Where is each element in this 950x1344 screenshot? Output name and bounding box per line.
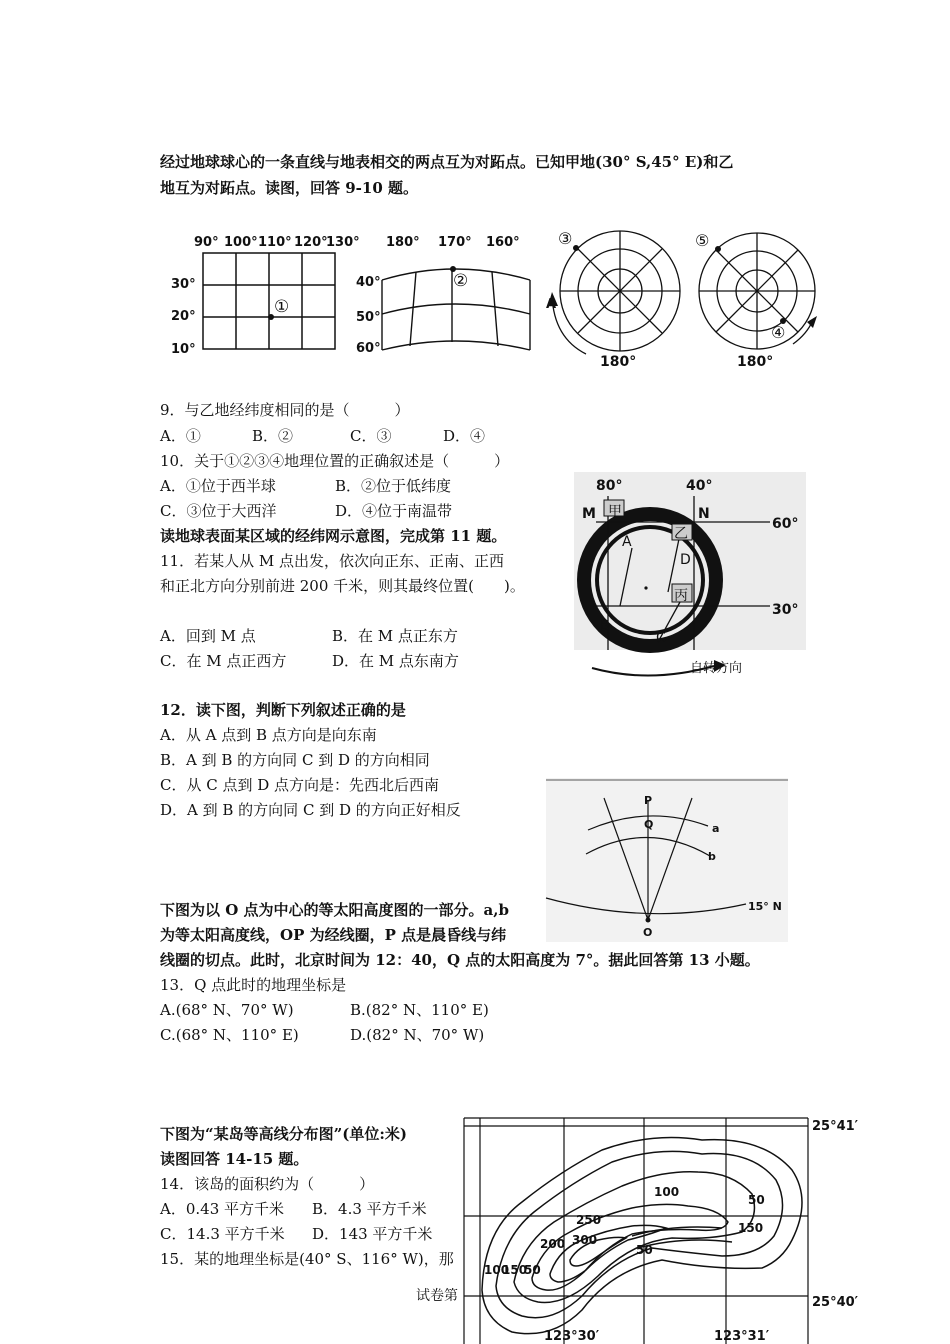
q14-stem: 14．该岛的面积约为（ ） — [160, 1175, 375, 1193]
fig7-contour-label: 50 — [748, 1193, 765, 1207]
q10-option-b: B．②位于低纬度 — [335, 477, 452, 495]
q14-option-b: B．4.3 平方千米 — [312, 1200, 427, 1218]
q13-stem: 13．Q 点此时的地理坐标是 — [160, 976, 347, 994]
fig1-lon-label: 110° — [258, 235, 292, 250]
q11-intro: 读地球表面某区域的经纬网示意图，完成第 11 题。 — [160, 527, 507, 545]
fig6-a: a — [712, 822, 720, 835]
q9-option-b: B．② — [252, 427, 294, 445]
fig7-contour-label: 100 — [484, 1263, 510, 1277]
q11-stem-2: 和正北方向分别前进 200 千米，则其最终位置( )。 — [160, 577, 525, 595]
q11-option-d: D．在 M 点东南方 — [332, 652, 459, 670]
fig5-lon-right: 40° — [686, 478, 713, 494]
q13-option-b: B.(82° N、110° E) — [350, 1001, 489, 1019]
fig2-lon-label: 180° — [386, 235, 420, 250]
q9-stem: 9．与乙地经纬度相同的是（ ） — [160, 401, 410, 419]
fig5-lon-left: 80° — [596, 478, 623, 494]
fig7-lon-right: 123°31′ — [714, 1329, 770, 1344]
fig3-arrow-label: A — [546, 297, 557, 312]
fig5-rotation: 自转方向 — [690, 661, 743, 676]
fig5-n: N — [698, 506, 710, 522]
fig5-m: M — [582, 506, 596, 522]
page-footer: 试卷第 — [416, 1288, 458, 1304]
q14-option-a: A．0.43 平方千米 — [160, 1200, 284, 1218]
q13-intro-3: 线圈的切点。此时，北京时间为 12：40，Q 点的太阳高度为 7°。据此回答第 13 小题。 — [160, 951, 760, 969]
q10-option-c: C．③位于大西洋 — [160, 502, 277, 520]
q13-intro-2: 为等太阳高度线，OP 为经线圈，P 点是晨昏线与纬 — [160, 926, 507, 944]
q11-option-b: B．在 M 点正东方 — [332, 627, 458, 645]
figure-grid-1 — [168, 228, 360, 360]
q14-intro-1: 下图为“某岛等高线分布图”(单位:米) — [160, 1125, 407, 1143]
fig1-lat-label: 20° — [171, 309, 196, 324]
fig5-jia: 甲 — [608, 504, 622, 520]
fig2-lon-label: 160° — [486, 235, 520, 250]
marker-1: ① — [274, 297, 290, 317]
q12-option-c: C．从 C 点到 D 点方向是：先西北后西南 — [160, 776, 440, 794]
fig2-lat-label: 50° — [356, 310, 381, 325]
fig2-lon-label: 170° — [438, 235, 472, 250]
q10-option-d: D．④位于南温带 — [335, 502, 453, 520]
fig1-lon-label: 130° — [326, 235, 360, 250]
figure-island-contours — [462, 1110, 862, 1344]
fig7-contour-label: 150 — [738, 1221, 764, 1235]
intro-line-1: 经过地球球心的一条直线与地表相交的两点互为对跖点。已知甲地(30° S,45° E)和乙 — [160, 153, 734, 171]
fig1-lon-label: 120° — [294, 235, 328, 250]
fig2-lat-label: 60° — [356, 341, 381, 356]
fig7-contour-label: 100 — [654, 1185, 680, 1199]
q13-option-d: D.(82° N、70° W) — [350, 1026, 485, 1044]
fig5-lat-bottom: 30° — [772, 602, 799, 618]
q11-option-c: C．在 M 点正西方 — [160, 652, 287, 670]
fig3-bottom-label: 180° — [600, 354, 637, 370]
q12-stem: 12．读下图，判断下列叙述正确的是 — [160, 701, 406, 719]
q14-option-d: D．143 平方千米 — [312, 1225, 433, 1243]
figure-polar-4 — [685, 226, 825, 368]
figure-polar-3 — [540, 226, 690, 368]
q11-stem-1: 11．若某人从 M 点出发，依次向正东、正南、正西 — [160, 552, 504, 570]
fig2-lat-label: 40° — [356, 275, 381, 290]
fig7-contour-label: 300 — [572, 1233, 598, 1247]
q12-option-a: A．从 A 点到 B 点方向是向东南 — [160, 726, 377, 744]
fig7-contour-label: 50 — [636, 1243, 653, 1257]
fig7-contour-label: 250 — [576, 1213, 602, 1227]
q10-option-a: A．①位于西半球 — [160, 477, 276, 495]
q14-option-c: C．14.3 平方千米 — [160, 1225, 285, 1243]
fig6-o: O — [643, 926, 653, 939]
q13-option-c: C.(68° N、110° E) — [160, 1026, 299, 1044]
q9-option-a: A．① — [160, 427, 201, 445]
figure-solar-altitude — [546, 778, 788, 942]
fig1-lon-label: 90° — [194, 235, 219, 250]
q11-option-a: A．回到 M 点 — [160, 627, 256, 645]
fig6-p: P — [644, 794, 653, 807]
intro-line-2: 地互为对跖点。读图，回答 9-10 题。 — [160, 179, 418, 197]
fig5-a: A — [622, 534, 632, 550]
fig5-c: C — [656, 630, 666, 646]
q12-option-b: B．A 到 B 的方向同 C 到 D 的方向相同 — [160, 751, 430, 769]
fig5-b: B — [600, 618, 610, 634]
fig7-contour-label: 50 — [524, 1263, 541, 1277]
figure-graticule-rings — [574, 472, 806, 684]
q13-intro-1: 下图为以 O 点为中心的等太阳高度图的一部分。a,b — [160, 901, 509, 919]
fig5-d: D — [680, 552, 691, 568]
fig5-bing: 丙 — [674, 588, 688, 604]
marker-2: ② — [453, 271, 469, 291]
q9-option-c: C．③ — [350, 427, 392, 445]
fig6-lat: 15° N — [748, 900, 782, 913]
fig7-contour-label: 200 — [540, 1237, 566, 1251]
marker-3: ③ — [558, 229, 573, 248]
fig6-q: Q — [644, 818, 654, 831]
fig7-lon-left: 123°30′ — [544, 1329, 600, 1344]
fig6-b: b — [708, 850, 716, 863]
fig7-contour-label: 150 — [502, 1263, 528, 1277]
q15-stem: 15．某的地理坐标是(40° S、116° W)，那 — [160, 1250, 454, 1268]
fig1-lon-label: 100° — [224, 235, 258, 250]
fig5-yi: 乙 — [674, 526, 688, 542]
fig4-bottom-label: 180° — [737, 354, 774, 370]
fig5-lat-top: 60° — [772, 516, 799, 532]
q9-option-d: D．④ — [443, 427, 486, 445]
q10-stem: 10．关于①②③④地理位置的正确叙述是（ ） — [160, 452, 510, 470]
marker-5: ⑤ — [695, 231, 710, 250]
fig7-lat-bottom: 25°40′ — [812, 1295, 859, 1310]
q14-intro-2: 读图回答 14-15 题。 — [160, 1150, 309, 1168]
q13-option-a: A.(68° N、70° W) — [160, 1001, 294, 1019]
fig7-lat-top: 25°41′ — [812, 1119, 859, 1134]
figure-grid-2 — [352, 228, 534, 360]
fig1-lat-label: 30° — [171, 277, 196, 292]
fig1-lat-label: 10° — [171, 342, 196, 357]
q12-option-d: D．A 到 B 的方向同 C 到 D 的方向正好相反 — [160, 801, 461, 819]
marker-4: ④ — [771, 323, 786, 342]
